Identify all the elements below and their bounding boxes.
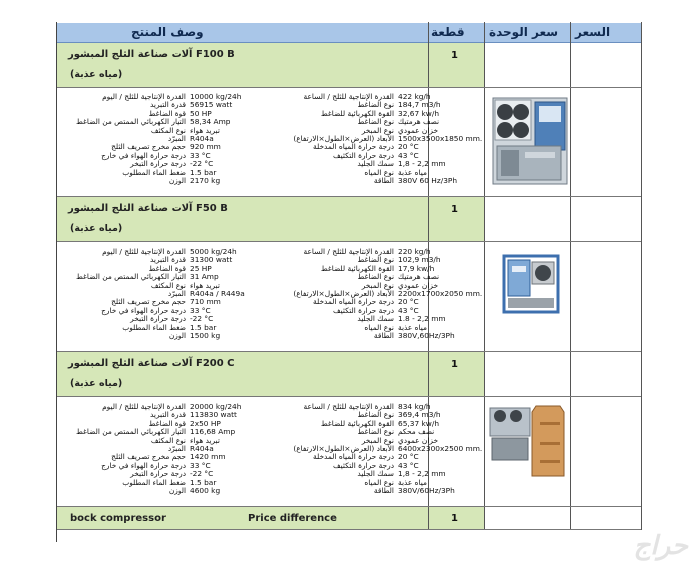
- spec-text: 380V/60Hz/3Ph: [398, 485, 455, 495]
- spec-text: 65,37 kw/h: [398, 418, 440, 428]
- spec-text: 1420 mm: [190, 452, 226, 462]
- product-1-right-values: [398, 93, 482, 185]
- product-3-left-values: [190, 403, 270, 495]
- spec-text: 2x50 HP: [190, 418, 221, 428]
- spec-text: 1,8 - 2,2 mm: [398, 469, 446, 479]
- row-divider: [57, 506, 641, 507]
- spec-text: نوع المبخر: [361, 125, 394, 135]
- product-2-machine-image: [500, 252, 562, 316]
- spec-text: 1.5 bar: [190, 167, 217, 177]
- product-3-right-labels: [272, 403, 394, 495]
- spec-text: درجة حرارة الهواء في خارج: [101, 305, 186, 315]
- spec-text: سمك الجليد: [357, 159, 394, 169]
- spec-text: القدرة الإنتاجية للثلج / اليوم: [102, 402, 186, 411]
- spec-text: درجة حرارة المياه المدخلة: [313, 297, 394, 307]
- spec-text: سمك الجليد: [357, 469, 394, 479]
- spec-text: القدرة الإنتاجية للثلج / الساعة: [303, 92, 394, 101]
- product-1-left-labels: [62, 93, 186, 185]
- spec-text: R404a: [190, 443, 214, 453]
- spec-text: القوة الكهربائية للضاغط: [320, 418, 394, 428]
- spec-text: درجة حرارة التكثيف: [333, 460, 394, 470]
- product-2-right-values: [398, 248, 482, 340]
- spec-text: 184,7 m3/h: [398, 100, 441, 110]
- spec-text: 1500x3500x1850 mm.: [398, 133, 483, 143]
- spec-text: التيار الكهربائي الممتص من الضاغط: [76, 117, 186, 127]
- spec-text: نوع الضاغط: [357, 427, 394, 437]
- spec-text: 20000 kg/24h: [190, 402, 242, 411]
- spec-text: نوع الضاغط: [357, 255, 394, 265]
- spec-text: نوع المبخر: [361, 435, 394, 445]
- spec-text: القوة الكهربائية للضاغط: [320, 263, 394, 273]
- spec-text: درجة حرارة التبخر: [130, 469, 186, 479]
- spec-text: درجة حرارة التكثيف: [333, 150, 394, 160]
- spec-text: القدرة الإنتاجية للثلج / اليوم: [102, 247, 186, 256]
- spec-text: نوع المياه: [364, 167, 394, 177]
- row-divider: [57, 529, 641, 530]
- product-2-water-type: (مياه عذبة): [70, 223, 123, 234]
- spec-text: حجم مخرج تصريف الثلج: [111, 452, 186, 462]
- product-2-qty: 1: [451, 204, 458, 215]
- spec-text: قوة الضاغط: [148, 263, 186, 273]
- spec-text: المبرّد: [167, 133, 186, 143]
- spec-text: مياه عذبة: [398, 477, 427, 487]
- spec-text: خزان عمودي: [398, 280, 439, 290]
- spec-text: خزان عمودي: [398, 125, 439, 135]
- site-watermark: حراج: [633, 531, 688, 561]
- spec-text: درجة حرارة التبخر: [130, 314, 186, 324]
- spec-text: 17,9 kw/h: [398, 263, 435, 273]
- product-3-machine-image: [488, 402, 570, 482]
- spec-text: 834 kg/h: [398, 402, 431, 411]
- spec-text: درجة حرارة التكثيف: [333, 305, 394, 315]
- spec-text: 422 kg/h: [398, 92, 431, 101]
- spec-text: 1.8 - 2,2 mm: [398, 314, 446, 324]
- spec-text: ضغط الماء المطلوب: [122, 477, 186, 487]
- spec-text: 20 °C: [398, 297, 419, 307]
- product-3-right-values: [398, 403, 482, 495]
- spec-text: 50 HP: [190, 108, 212, 118]
- product-1-water-type: (مياه عذبة): [70, 69, 123, 80]
- spec-text: 380V,60Hz/3Ph: [398, 330, 455, 340]
- spec-text: نوع الضاغط: [357, 272, 394, 282]
- spec-text: قدرة التبريد: [150, 100, 186, 110]
- spec-text: درجة حرارة الهواء في خارج: [101, 460, 186, 470]
- header-description: وصف المنتج: [131, 25, 204, 39]
- spec-text: 920 mm: [190, 142, 221, 152]
- footer-item: bock compressor: [70, 513, 166, 524]
- product-3-title: آلات صناعة الثلج المبشور F200 C: [68, 358, 235, 369]
- spec-text: القدرة الإنتاجية للثلج / اليوم: [102, 92, 186, 101]
- spec-text: 5000 kg/24h: [190, 247, 237, 256]
- spec-text: 31300 watt: [190, 255, 233, 265]
- spec-text: 380V 60 Hz/3Ph: [398, 175, 458, 185]
- product-2-title: آلات صناعة الثلج المبشور F50 B: [68, 203, 228, 214]
- spec-text: 2170 kg: [190, 175, 221, 185]
- row-divider: [57, 196, 641, 197]
- spec-text: تبريد هواء: [190, 125, 220, 135]
- product-1-title: آلات صناعة الثلج المبشور F100 B: [68, 49, 235, 60]
- spec-text: درجة حرارة المياه المدخلة: [313, 142, 394, 152]
- spec-text: 25 HP: [190, 263, 212, 273]
- product-1-qty: 1: [451, 50, 458, 61]
- product-2-left-values: [190, 248, 270, 340]
- spec-text: مياه عذبة: [398, 167, 427, 177]
- spec-text: نصف هرمتيك: [398, 272, 440, 282]
- product-2-left-labels: [62, 248, 186, 340]
- spec-text: نوع الضاغط: [357, 117, 394, 127]
- spec-text: 58,34 Amp: [190, 117, 231, 127]
- spec-text: الطاقة: [373, 485, 394, 495]
- spec-text: 369,4 m3/h: [398, 410, 441, 420]
- product-1-right-labels: [272, 93, 394, 185]
- spec-text: حجم مخرج تصريف الثلج: [111, 297, 186, 307]
- footer-note: Price difference: [248, 513, 337, 524]
- spec-text: قدرة التبريد: [150, 410, 186, 420]
- header-quantity: قطعة: [431, 25, 465, 39]
- product-1-left-values: [190, 93, 270, 185]
- spec-text: التيار الكهربائي الممتص من الضاغط: [76, 272, 186, 282]
- product-3-water-type: (مياه عذبة): [70, 378, 123, 389]
- spec-text: 1.5 bar: [190, 322, 217, 332]
- spec-text: قوة الضاغط: [148, 108, 186, 118]
- spec-text: 32,67 kw/h: [398, 108, 440, 118]
- spec-text: درجة حرارة التبخر: [130, 159, 186, 169]
- row-divider: [57, 351, 641, 352]
- spec-text: القدرة الإنتاجية للثلج / الساعة: [303, 247, 394, 256]
- spec-text: تبريد هواء: [190, 435, 220, 445]
- row-divider: [57, 241, 641, 242]
- spec-text: 43 °C: [398, 460, 419, 470]
- spec-text: 43 °C: [398, 305, 419, 315]
- spec-text: -22 °C: [190, 314, 214, 324]
- product-2-right-labels: [272, 248, 394, 340]
- col-divider: [570, 22, 571, 530]
- spec-text: الأبعاد (العرض×الطول×الارتفاع): [293, 133, 394, 143]
- product-3-qty: 1: [451, 359, 458, 370]
- spec-text: 710 mm: [190, 297, 221, 307]
- spec-text: المبرّد: [167, 288, 186, 298]
- spec-text: نصف هرمتيك: [398, 117, 440, 127]
- spec-text: قوة الضاغط: [148, 418, 186, 428]
- spec-text: -22 °C: [190, 159, 214, 169]
- spec-text: 56915 watt: [190, 100, 233, 110]
- spec-text: نوع المكثف: [150, 435, 186, 445]
- spec-text: التيار الكهربائي الممتص من الضاغط: [76, 427, 186, 437]
- spec-text: نوع المكثف: [150, 280, 186, 290]
- spec-text: المبرّد: [167, 443, 186, 453]
- spec-text: 33 °C: [190, 460, 211, 470]
- header-price: السعر: [575, 25, 611, 39]
- spec-text: 1.5 bar: [190, 477, 217, 487]
- spec-text: 1,8 - 2,2 mm: [398, 159, 446, 169]
- spec-text: نوع الضاغط: [357, 100, 394, 110]
- spec-text: درجة حرارة المياه المدخلة: [313, 452, 394, 462]
- spec-text: R404a: [190, 133, 214, 143]
- header-unit-price: سعر الوحدة: [489, 25, 559, 39]
- spec-text: تبريد هواء: [190, 280, 220, 290]
- table-header: [57, 23, 641, 43]
- col-divider: [641, 22, 642, 530]
- spec-text: 43 °C: [398, 150, 419, 160]
- spec-text: القوة الكهربائية للضاغط: [320, 108, 394, 118]
- spec-text: نوع الضاغط: [357, 410, 394, 420]
- spec-text: 33 °C: [190, 150, 211, 160]
- spec-text: 102,9 m3/h: [398, 255, 441, 265]
- spec-text: نوع المكثف: [150, 125, 186, 135]
- spec-text: 20 °C: [398, 142, 419, 152]
- spec-text: ضغط الماء المطلوب: [122, 167, 186, 177]
- spec-text: درجة حرارة الهواء في خارج: [101, 150, 186, 160]
- spec-text: -22 °C: [190, 469, 214, 479]
- spec-text: 220 kg/h: [398, 247, 431, 256]
- spec-text: الطاقة: [373, 330, 394, 340]
- spec-text: نوع المياه: [364, 322, 394, 332]
- spec-text: 2200x1700x2050 mm.: [398, 288, 483, 298]
- spec-text: خزان عمودي: [398, 435, 439, 445]
- spec-text: نصف محكم: [398, 427, 435, 437]
- spec-text: القدرة الإنتاجية للثلج / الساعة: [303, 402, 394, 411]
- row-divider: [57, 396, 641, 397]
- spec-text: الأبعاد (العرض×الطول×الارتفاع): [293, 443, 394, 453]
- spec-text: نوع المبخر: [361, 280, 394, 290]
- spec-text: حجم مخرج تصريف الثلج: [111, 142, 186, 152]
- spec-text: 31 Amp: [190, 272, 219, 282]
- spec-text: نوع المياه: [364, 477, 394, 487]
- spec-text: 116,68 Amp: [190, 427, 236, 437]
- spec-text: مياه عذبة: [398, 322, 427, 332]
- spec-text: R404a / R449a: [190, 288, 245, 298]
- spec-text: قدرة التبريد: [150, 255, 186, 265]
- row-divider: [57, 87, 641, 88]
- spec-text: الوزن: [168, 485, 186, 495]
- spec-text: 20 °C: [398, 452, 419, 462]
- spec-text: 6400x2300x2500 mm.: [398, 443, 483, 453]
- product-1-machine-image: [491, 92, 569, 188]
- spec-text: الطاقة: [373, 175, 394, 185]
- spec-text: الوزن: [168, 330, 186, 340]
- spec-text: 10000 kg/24h: [190, 92, 242, 101]
- footer-qty: 1: [451, 513, 458, 524]
- spec-text: 4600 kg: [190, 485, 221, 495]
- col-divider: [484, 22, 485, 530]
- spec-text: الوزن: [168, 175, 186, 185]
- spec-text: 33 °C: [190, 305, 211, 315]
- spec-text: الأبعاد (العرض×الطول×الارتفاع): [293, 288, 394, 298]
- spec-text: 1500 kg: [190, 330, 221, 340]
- product-3-left-labels: [62, 403, 186, 495]
- spec-text: سمك الجليد: [357, 314, 394, 324]
- spec-text: 113830 watt: [190, 410, 237, 420]
- spec-text: ضغط الماء المطلوب: [122, 322, 186, 332]
